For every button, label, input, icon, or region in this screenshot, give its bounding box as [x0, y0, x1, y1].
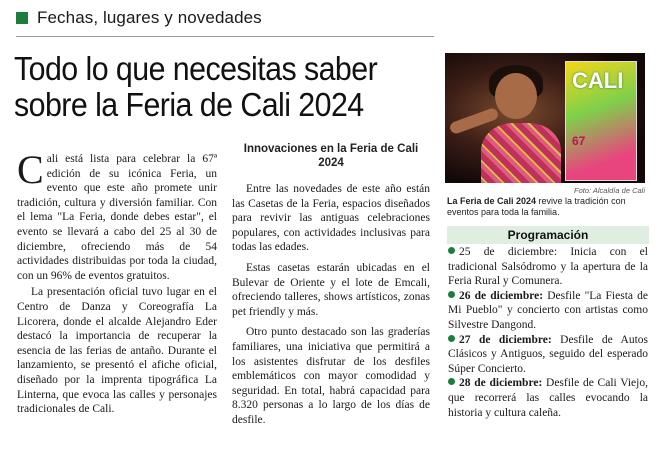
list-item	[448, 245, 648, 289]
paragraph-5: Otro punto destacado son las graderías familiares, una iniciativa que permitirá a los asistentes disfrutar de los desfiles emblemáticos con mayor comodidad y seguridad. En total, habrá capacidad para 8.320 personas a lo largo de los días de desfile.	[232, 326, 430, 426]
paragraph-3: Entre las novedades de este año están las Casetas de la Feria, espacios diseñados para revivir las antiguas celebraciones populares, con actividades inclusivas para todas las edades.	[232, 183, 430, 254]
dancer-costume	[481, 123, 561, 183]
event-date: 26 de diciembre:	[459, 289, 544, 302]
event-text: Inicia con el tradicional Salsódromo y la apertura de la Feria Rural y Comunera.	[448, 246, 648, 288]
article-column-2	[232, 182, 430, 428]
poster-title: CALI	[572, 68, 624, 93]
bullet-icon	[448, 247, 455, 254]
feria-poster	[565, 61, 637, 181]
headline-line-1: Todo lo que necesitas saber	[14, 50, 378, 87]
subheading: Innovaciones en la Feria de Cali 2024	[243, 143, 419, 169]
list-item	[448, 376, 648, 420]
event-text: Desfile "La Fiesta de Mi Pueblo" y concierto con artistas como Silvestre Dangond.	[448, 289, 648, 331]
headline	[14, 51, 405, 123]
bullet-icon	[448, 378, 455, 385]
list-item	[448, 333, 648, 377]
event-date: 25 de diciembre:	[459, 246, 558, 258]
section-header	[16, 8, 262, 28]
paragraph-2: La presentación oficial tuvo lugar en el Centro de Danza y Coreografía La Licorera, donde el alcalde Alejandro Eder destacó la importancia de recuperar la esencia de las ferias de antaño. Durante el lanzamiento, se presentó el afiche oficial, diseñado por la imprenta tipográfica La Linterna, que evoca las calles y personajes tradicionales de Cali.	[17, 286, 217, 416]
poster-number: 67	[572, 134, 586, 148]
photo-caption	[447, 196, 647, 218]
paragraph-1-text: ali está lista para celebrar la 67ª edición de su icónica Feria, un evento que este año promete unir tradición, cultura y diversión familiar. Con el lema "La Feria, donde debes estar", el evento se llevará a cabo del 25 al 30 de diciembre, ofreciendo más de 54 actividades distribuidas por toda la ciudad, con un 96% de eventos gratuitos.	[17, 153, 217, 282]
article-column-1	[17, 147, 217, 417]
bullet-icon	[448, 335, 455, 342]
paragraph-1	[17, 147, 217, 283]
event-date: 28 de diciembre:	[459, 377, 543, 390]
list-item	[448, 289, 648, 333]
section-marker-icon	[16, 12, 28, 24]
divider	[16, 36, 434, 37]
bullet-icon	[448, 291, 455, 298]
headline-line-2: sobre la Feria de Cali 2024	[14, 86, 364, 123]
dancer-face	[495, 73, 537, 119]
drop-cap: C	[17, 147, 44, 192]
programacion-list	[448, 245, 648, 420]
section-label: Fechas, lugares y novedades	[37, 8, 262, 27]
programacion-title: Programación	[507, 228, 589, 242]
event-text: Desfile de Cali Viejo, que recorrerá las calles evocando la historia y cultura caleña.	[448, 377, 648, 419]
caption-text: revive la tradición con eventos para toda la familia.	[447, 196, 626, 217]
photo-credit: Foto: Alcaldía de Cali	[573, 186, 645, 195]
event-date: 27 de diciembre:	[459, 333, 552, 346]
paragraph-4: Estas casetas estarán ubicadas en el Bulevar de Oriente y el lote de Emcali, ofreciendo talleres, shows artísticos, zonas pet friendly y más.	[232, 261, 430, 318]
caption-bold: La Feria de Cali 2024	[447, 196, 537, 206]
feature-photo	[445, 53, 645, 183]
event-text: Desfile de Autos Clásicos y Antiguos, seguido del esperado Súper Concierto.	[448, 333, 648, 375]
